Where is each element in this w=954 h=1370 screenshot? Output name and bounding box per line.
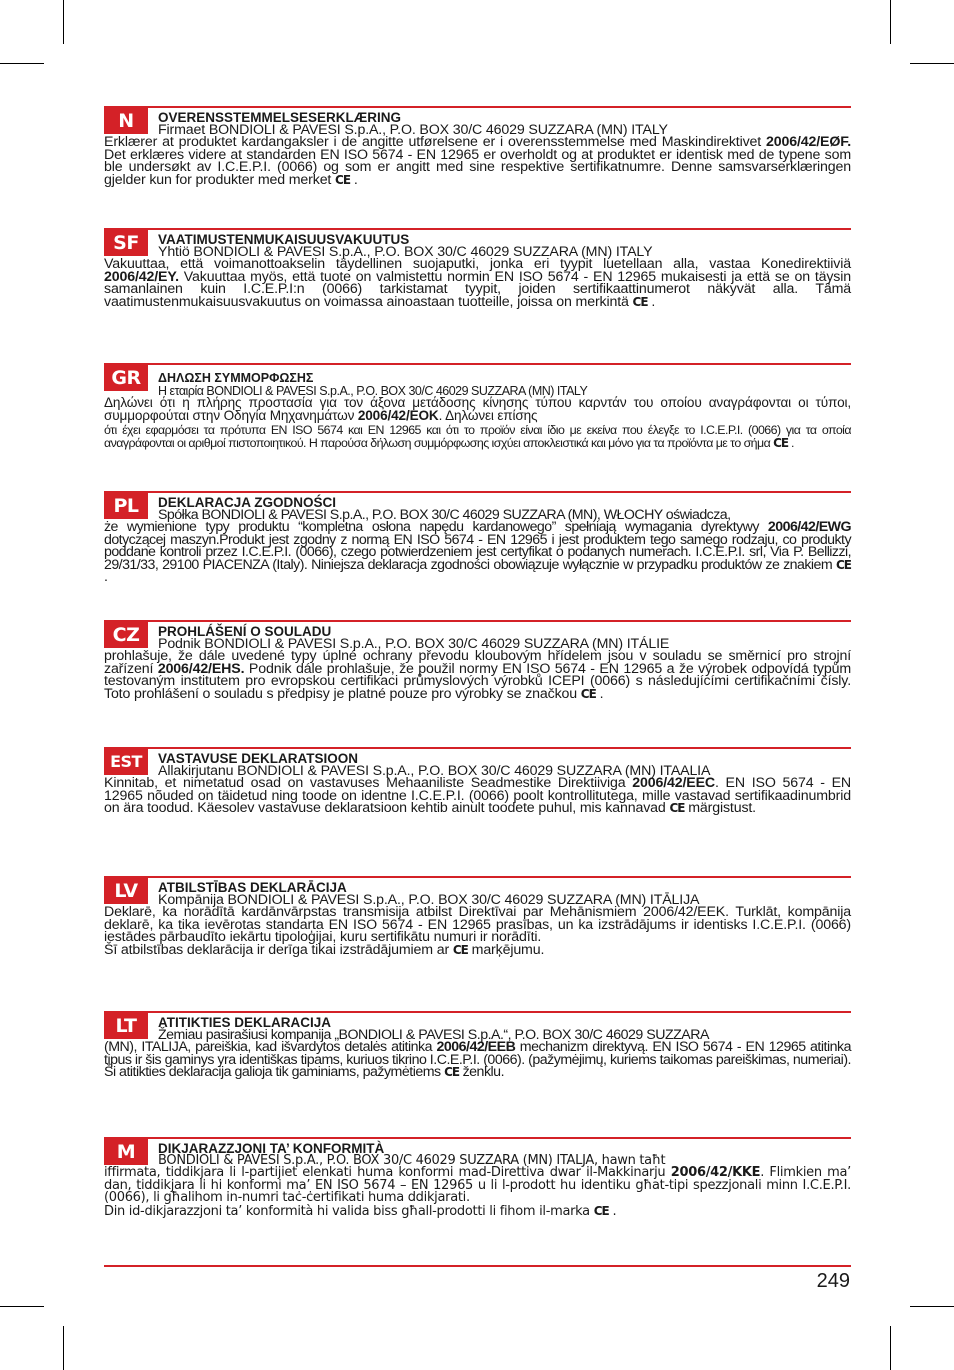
company-line: Yhtiö BONDIOLI & PAVESI S.p.A., P.O. BOX 30/C 46029 SUZZARA (MN) ITALY bbox=[158, 244, 653, 260]
ce-mark-icon: CE bbox=[773, 435, 789, 450]
crop-mark bbox=[63, 0, 64, 44]
crop-mark bbox=[910, 1306, 954, 1307]
section-title: ATBILSTĪBAS DEKLARĀCIJA bbox=[158, 880, 347, 895]
company-line: BONDIOLI & PAVESI S.p.A., P.O. BOX 30/C 46029 SUZZARA (MN) ITALJA, hawn taħt bbox=[158, 1153, 666, 1168]
section-body-small: ότι έχει εφαρμόσει τα πρότυπα EN ISO 5674 και EN 12965 και ότι το προϊόν είναι ίδιο με εκείνα που έλεγξε το I.C.E.P.I. (0066) για τα οποία αναγράφονται οι αριθμοί πιστοποιητικού. Η παρούσα δήλωση συμμόρφωσης ισχύει αποκλειστικά και μόνο για τα προϊόντα με το σήμα CE . bbox=[104, 423, 851, 450]
crop-mark bbox=[0, 63, 44, 64]
section-title: OVERENSSTEMMELSESERKLÆRING bbox=[158, 110, 402, 125]
section-body: Yhtiö BONDIOLI & PAVESI S.p.A., P.O. BOX 30/C 46029 SUZZARA (MN) ITALY Vakuuttaa, että voimanottoakselin täydellinen suojaputki, jonka eri tyypit luetellaan alla, vastaa Konedirektiiviä 2006/42/EY. Vakuuttaa myös, että tuote on valmistettu normin EN ISO 5674 - EN 12965 mukaisesti ja että se on täysin samanlainen kuin I.C.E.P.I:n (0066) tarkistamat tyypit, joiden sertifikaattinumerot näkyvät alla. Tämä vaatimustenmukaisuusvakuutus on voimassa ainoastaan tuotteille, joissa on merkintä CE . bbox=[104, 244, 851, 310]
company-line: Η εταιρία BONDIOLI & PAVESI S.p.A., P.O. BOX 30/C 46029 SUZZARA (MN) ITALY bbox=[158, 384, 588, 398]
language-badge: LT bbox=[104, 1013, 148, 1039]
company-line: Spółka BONDIOLI & PAVESI S.p.A., P.O. BOX 30/C 46029 SUZZARA (MN), WŁOCHY oświadcza, bbox=[158, 507, 731, 523]
section-title: VAATIMUSTENMUKAISUUSVAKUUTUS bbox=[158, 232, 410, 247]
crop-mark bbox=[0, 1306, 44, 1307]
company-line: Žemiau pasirašiusi kompanija „BONDIOLI & PAVESI S.p.A.“, P.O. BOX 30/C 46029 SUZZARA bbox=[158, 1027, 709, 1043]
ce-mark-icon: CE bbox=[335, 172, 351, 187]
crop-mark bbox=[910, 63, 954, 64]
ce-mark-icon: CE bbox=[444, 1065, 460, 1080]
language-badge: GR bbox=[104, 365, 148, 391]
section-rule bbox=[104, 747, 851, 749]
section-rule bbox=[104, 228, 851, 230]
ce-mark-icon: CE bbox=[452, 942, 468, 957]
language-badge: M bbox=[104, 1139, 148, 1165]
company-line: Allakirjutanu BONDIOLI & PAVESI S.p.A., P.O. BOX 30/C 46029 SUZZARA (MN) ITAALIA bbox=[158, 763, 711, 779]
company-line: Kompānija BONDIOLI & PAVESI S.p.A., P.O. BOX 30/C 46029 SUZZARA (MN) ITĀLIJA bbox=[158, 892, 700, 908]
crop-mark bbox=[890, 1326, 891, 1370]
ce-mark-icon: CE bbox=[580, 686, 596, 701]
section-body: Spółka BONDIOLI & PAVESI S.p.A., P.O. BOX 30/C 46029 SUZZARA (MN), WŁOCHY oświadcza, że wymienione typy produktu “kompletna osłona napędu kardanowego” spełniają wymagania dyrektywy 2006/42/EWG dotyczącej maszyn.Produkt jest zgodny z normą EN ISO 5674 - EN 12965 i jest produktem tego samego rodzaju, co produkty poddane kontroli przez I.C.E.P.I. (0066), czego potwierdzeniem jest certyfikat o podanych numerach. I.C.E.P.I. srl, Via P. Bellizzi, 29/31/33, 29100 PIACENZA (Italy). Niniejsza deklaracja zgodności obowiązuje wyłącznie w przypadku produktów ze znakiem CE . bbox=[104, 507, 851, 586]
language-badge: N bbox=[104, 108, 148, 134]
section-rule bbox=[104, 106, 851, 108]
ce-mark-icon: CE bbox=[593, 1203, 609, 1218]
company-line: Firmaet BONDIOLI & PAVESI S.p.A., P.O. BOX 30/C 46029 SUZZARA (MN) ITALY bbox=[158, 122, 668, 138]
section-title: DIKJARAZZJONI TA’ KONFORMITÀ bbox=[158, 1141, 385, 1156]
section-title: ΔΗΛΩΣΗ ΣΥΜΜΟΡΦΩΣΗΣ bbox=[158, 371, 314, 385]
section-title: DEKLARACJA ZGODNOŚCI bbox=[158, 495, 337, 510]
section-body: Žemiau pasirašiusi kompanija „BONDIOLI & PAVESI S.p.A.“, P.O. BOX 30/C 46029 SUZZARA (MN), ITALIJA, pareiškia, kad išvardytos detalės atitinka 2006/42/EEB mechanizm direktyvą. EN ISO 5674 - EN 12965 atitinka tipus ir šis gaminys yra identiškas tipams, kuriuos tikrino I.C.E.P.I. (0066). (pažymėjimų, kuriems taikomas pareiškimas, numeriai). Ši atitikties deklaracija galioja tik gaminiams, pažymėtiems CE ženklu. bbox=[104, 1027, 851, 1081]
section-title: VASTAVUSE DEKLARATSIOON bbox=[158, 751, 359, 766]
language-badge: CZ bbox=[104, 622, 148, 648]
section-rule bbox=[104, 1137, 851, 1139]
section-title: ATITIKTIES DEKLARACIJA bbox=[158, 1015, 332, 1030]
crop-mark bbox=[63, 1326, 64, 1370]
section-rule bbox=[104, 1011, 851, 1013]
language-badge: EST bbox=[104, 749, 148, 775]
ce-mark-icon: CE bbox=[632, 294, 648, 309]
language-badge: PL bbox=[104, 493, 148, 519]
footer-rule bbox=[104, 1265, 851, 1267]
section-body: Firmaet BONDIOLI & PAVESI S.p.A., P.O. BOX 30/C 46029 SUZZARA (MN) ITALY Erklærer at produktet kardangaksler i de angitte utførelsene er i overensstemmelse med Maskindirektivet 2006/42/EØF. Det erklæres videre at standarden EN ISO 5674 - EN 12965 er overholdt og at produktet er identisk med de typene som ble undersøkt av I.C.E.P.I. (0066) og som er angitt med sine respektive sertifikatnumre. Denne samsvarserklæringen gjelder kun for produkter med merket CE . bbox=[104, 122, 851, 188]
ce-mark-icon: CE bbox=[835, 557, 851, 572]
company-line: Podnik BONDIOLI & PAVESI S.p.A., P.O. BOX 30/C 46029 SUZZARA (MN) ITÁLIE bbox=[158, 636, 670, 652]
crop-mark bbox=[890, 0, 891, 44]
section-rule bbox=[104, 876, 851, 878]
section-rule bbox=[104, 491, 851, 493]
language-badge: LV bbox=[104, 878, 148, 904]
section-body: Allakirjutanu BONDIOLI & PAVESI S.p.A., P.O. BOX 30/C 46029 SUZZARA (MN) ITAALIA Kinnitab, et nimetatud osad on vastavuses Mehaaniliste Seadmestike Direktiiviga 2006/42/EEC. EN ISO 5674 - EN 12965 nõuded on täidetud ning toode on identne I.C.E.P.I. (0066) poolt kontrollitutega, mille vastavad sertifikaadinumbrid on ära toodud. Käesolev vastavuse deklaratsioon kehtib ainult toodete puhul, mis kannavad CE märgistust. bbox=[104, 763, 851, 817]
section-body: Podnik BONDIOLI & PAVESI S.p.A., P.O. BOX 30/C 46029 SUZZARA (MN) ITÁLIE prohlašuje, že dále uvedené typy úplné ochrany převodu kloubovým hřídelem jsou v souladu se směrnicí pro strojní zařízení 2006/42/EHS. Podnik dále prohlašuje, že použil normy EN ISO 5674 - EN 12965 a že výrobek odpovídá typům testovaným institutem pro evropskou certifikaci průmyslových výrobků ICEPI (0066) s následujícími certifikačními čísly. Toto prohlášení o souladu s předpisy je platné pouze pro výrobky se značkou CE . bbox=[104, 636, 851, 702]
section-rule bbox=[104, 363, 851, 365]
section-rule bbox=[104, 620, 851, 622]
page-number: 249 bbox=[816, 1270, 850, 1292]
ce-mark-icon: CE bbox=[669, 801, 685, 816]
language-badge: SF bbox=[104, 230, 148, 256]
section-body: Η εταιρία BONDIOLI & PAVESI S.p.A., P.O. BOX 30/C 46029 SUZZARA (MN) ITALY Δηλώνει ότι η πλήρης προστασία για τον άξονα μετάδοσης κίνησης τύπου καρντάν του οποίου αναγράφονται οι τύποι, συμμορφούται στην Οδηγία Μηχανημάτων 2006/42/ΕΟΚ. Δηλώνει επίσης ότι έχει εφαρμόσει τα πρότυπα EN ISO 5674 και EN 12965 και ότι το προϊόν είναι ίδιο με εκείνα που έλεγξε το I.C.E.P.I. (0066) για τα οποία αναγράφονται οι αριθμοί πιστοποιητικού. Η παρούσα δήλωση συμμόρφωσης ισχύει αποκλειστικά και μόνο για τα προϊόντα με το σήμα CE . bbox=[104, 384, 851, 450]
section-title: PROHLÁŠENÍ O SOULADU bbox=[158, 624, 332, 639]
section-body: Kompānija BONDIOLI & PAVESI S.p.A., P.O. BOX 30/C 46029 SUZZARA (MN) ITĀLIJA Deklarē, ka norādītā kardānvārpstas transmisija atbilst Direktīvai par Mehānismiem 2006/42/EEK. Turklāt, kompānija deklarē, ka tika ievērotas standarta EN ISO 5674 - EN 12965 prasības, un ka izstrādājums ir identisks I.C.E.P.I. (0066) iestādes pārbaudīto iekārtu tipoloģijai, kuru sertifikātu numuri ir norādīti. Šī atbilstības deklarācija ir derīga tikai izstrādājumiem ar CE marķējumu. bbox=[104, 892, 851, 958]
section-body: BONDIOLI & PAVESI S.p.A., P.O. BOX 30/C 46029 SUZZARA (MN) ITALJA, hawn taħt iffirmata, tiddikjara li l-partijiet elenkati huma konformi mad-Direttiva dwar il-Makkinarju 2006/42/KKE. Flimkien ma’ dan, tiddikjara li hi konformi ma’ EN ISO 5674 – EN 12965 u li l-prodott hu identiku għat-tipi spezzjonali minn I.C.E.P.I. (0066), li għalihom in-numri taċ-ċertifikati huma ddikjarati. Din id-dikjarazzjoni ta’ konformità hi valida biss għall-prodotti li fihom il-marka CE . bbox=[104, 1153, 852, 1219]
